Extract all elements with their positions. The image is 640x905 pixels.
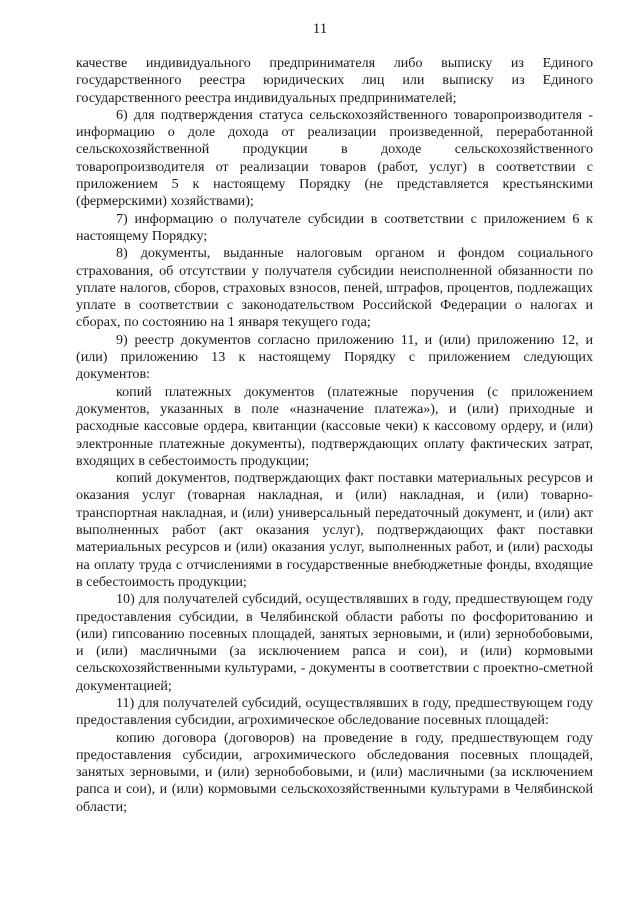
paragraph-item-9-supply-docs: копий документов, подтверждающих факт поставки материальных ресурсов и оказания услуг (товарная накладная, и (или) накладная, и (или) товарно-транспортная накладная, и (или) универсальный передаточный документ, и (или) акт выполненных работ (акт оказания услуг), подтверждающих факт поставки материальных ресурсов и (или) оказания услуг, выполненных работ, и (или) расходы на оплату труда с отчислениями в государственные внебюджетные фонды, входящие в себестоимость продукции; bbox=[76, 470, 593, 590]
document-body bbox=[76, 55, 593, 816]
paragraph-item-9: 9) реестр документов согласно приложению 11, и (или) приложению 12, и (или) приложению 13 к настоящему Порядку с приложением следующих документов: bbox=[76, 331, 593, 383]
paragraph-item-11: 11) для получателей субсидий, осуществлявших в году, предшествующем году предоставления субсидии, агрохимическое обследование посевных площадей: bbox=[76, 694, 593, 729]
paragraph-item-7: 7) информацию о получателе субсидии в соответствии с приложением 6 к настоящему Порядку; bbox=[76, 210, 593, 244]
paragraph-item-6: 6) для подтверждения статуса сельскохозяйственного товаропроизводителя - информацию о доле дохода от реализации произведенной, переработанной сельскохозяйственной продукции в доходе сельскохозяйственного товаропроизводителя от реализации товаров (работ, услуг) в соответствии с приложением 5 к настоящему Порядку (не представляется крестьянскими (фермерскими) хозяйствами); bbox=[76, 106, 593, 210]
paragraph-continuation: качестве индивидуального предпринимателя либо выписку из Единого государственного реестра юридических лиц или выписку из Единого государственного реестра индивидуальных предпринимателей; bbox=[76, 55, 593, 106]
paragraph-item-9-payment-docs: копий платежных документов (платежные поручения (с приложением документов, указанных в поле «назначение платежа»), и (или) приходные и расходные кассовые ордера, квитанции (кассовые чеки) к кассовому ордеру, и (или) электронные платежные документы), подтверждающих оплату фактических затрат, входящих в себестоимость продукции; bbox=[76, 383, 593, 469]
paragraph-item-8: 8) документы, выданные налоговым органом и фондом социального страхования, об отсутствии у получателя субсидии неисполненной обязанности по уплате налогов, сборов, страховых взносов, пеней, штрафов, процентов, подлежащих уплате в соответствии с законодательством Российской Федерации о налогах и сборах, по состоянию на 1 января текущего года; bbox=[76, 245, 593, 331]
page-number: 11 bbox=[312, 21, 328, 37]
paragraph-item-10: 10) для получателей субсидий, осуществлявших в году, предшествующем году предоставления субсидии, в Челябинской области работы по фосфоритованию и (или) гипсованию посевных площадей, занятых зерновыми, и (или) зернобобовыми, и (или) масличными (за исключением рапса и сои), и (или) кормовыми сельскохозяйственными культурами, - документы в соответствии с проектно-сметной документацией; bbox=[76, 591, 593, 694]
paragraph-item-11-contract: копию договора (договоров) на проведение в году, предшествующем году предоставления субсидии, агрохимического обследования посевных площадей, занятых зерновыми, и (или) зернобобовыми, и (или) масличными (за исключением рапса и сои), и (или) кормовыми сельскохозяйственными культурами в Челябинской области; bbox=[76, 729, 593, 815]
